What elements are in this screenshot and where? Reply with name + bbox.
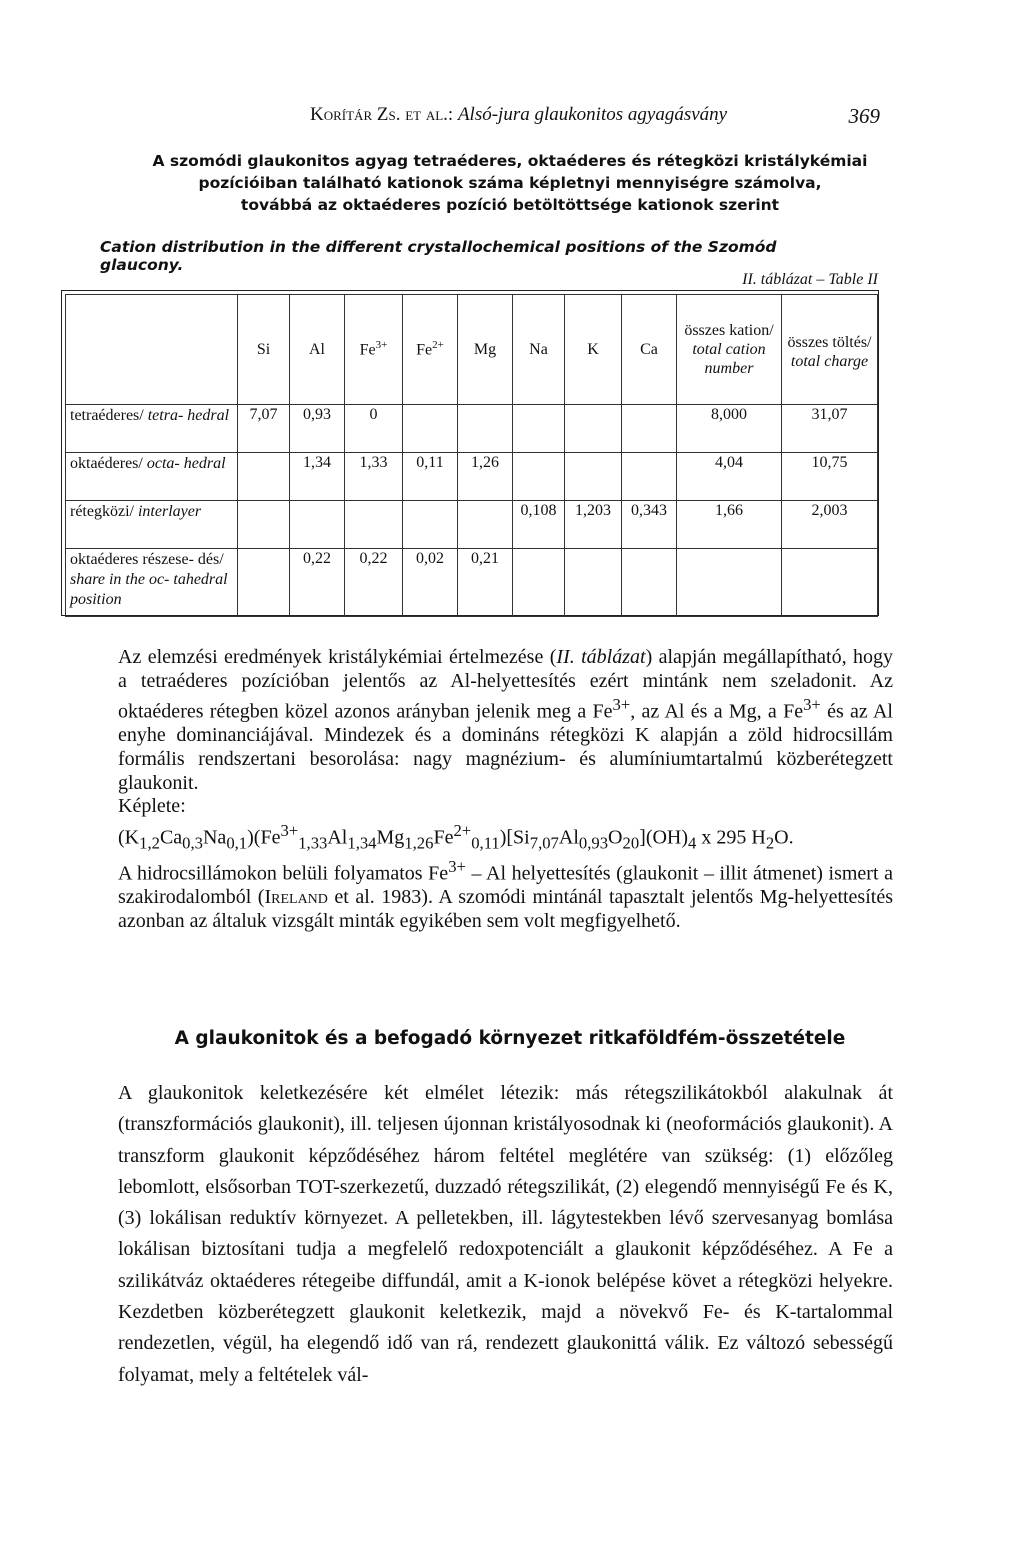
text: A hidrocsillámokon belüli folyamatos Fe — [118, 862, 449, 885]
cell — [238, 501, 290, 549]
row-label-en: interlayer — [137, 503, 202, 520]
f: x 295 H — [701, 826, 766, 849]
table-caption-hu — [80, 150, 940, 216]
table-row — [66, 405, 878, 453]
cell: 0,343 — [622, 501, 677, 549]
cell — [782, 549, 878, 617]
sub: 0,3 — [182, 833, 203, 853]
superscript: 3+ — [612, 695, 631, 715]
f: )[Si — [499, 826, 530, 849]
cell — [622, 549, 677, 617]
sub: 0,1 — [226, 833, 248, 853]
header-na: Na — [513, 295, 565, 405]
cell: 1,34 — [290, 453, 345, 501]
row-label-hu: tetraéderes/ — [70, 407, 144, 424]
cell: 1,26 — [458, 453, 513, 501]
cell — [238, 549, 290, 617]
cell — [403, 405, 458, 453]
header-al: Al — [290, 295, 345, 405]
header-title: Alsó-jura glaukonitos agyagásvány — [457, 104, 728, 125]
cell — [290, 501, 345, 549]
cell — [677, 549, 782, 617]
formula-label: Képlete: — [118, 795, 186, 818]
results-paragraph — [118, 646, 893, 934]
text: et al. 1983). A szomódi mintánál tapasztalt jelentős Mg-helyettesítés azonban az általuk vizsgált minták egyikében sem volt megfigyelhető. — [118, 886, 893, 932]
cell: 0,22 — [345, 549, 403, 617]
cell: 7,07 — [238, 405, 290, 453]
header-total-cation — [677, 295, 782, 405]
row-label — [66, 549, 238, 617]
row-label — [66, 453, 238, 501]
f: (K — [118, 826, 140, 849]
sub: 1,34 — [347, 833, 377, 853]
citation-author: Ireland — [264, 886, 328, 909]
row-label-hu: oktaéderes részese- dés/ — [70, 551, 224, 568]
cell: 0,22 — [290, 549, 345, 617]
header-total-charge-en: total charge — [790, 353, 869, 370]
table-caption-en: Cation distribution in the different crystallochemical positions of the Szomód glaucony. — [100, 238, 777, 274]
f: Na — [202, 826, 227, 849]
header-authors: Korítár Zs. et al.: — [310, 104, 454, 125]
header-fe3 — [345, 295, 403, 405]
f: Mg — [376, 826, 405, 849]
f: Al — [558, 826, 579, 849]
sub: 7,07 — [529, 833, 559, 853]
header-total-cation-en: total cation number — [692, 341, 766, 377]
f: Al — [327, 826, 348, 849]
section-title: A glaukonitok és a befogadó környezet ritkaföldfém-összetétele — [174, 1028, 846, 1049]
paragraph — [118, 855, 893, 933]
row-label-en: share in the oc- tahedral position — [70, 571, 228, 608]
sub: 1,2 — [139, 833, 160, 853]
text: – Al helyettesítés (glaukonit – illit átmenet) ismert a szakirodalomból ( — [118, 862, 894, 909]
header-fe2 — [403, 295, 458, 405]
sub: 0,11 — [471, 833, 500, 853]
cell — [622, 453, 677, 501]
row-label-hu: rétegközi/ — [70, 503, 134, 520]
cell — [458, 405, 513, 453]
cell — [458, 501, 513, 549]
cell — [565, 549, 622, 617]
sub: 4 — [688, 833, 697, 853]
row-label-en: tetra- hedral — [147, 407, 230, 424]
caption-line: A szomódi glaukonitos agyag tetraéderes, oktaéderes és rétegközi kristálykémiai — [152, 152, 868, 170]
row-label — [66, 501, 238, 549]
caption-line: pozícióiban található kationok száma képletnyi mennyiségre számolva, — [198, 174, 822, 192]
cell — [513, 453, 565, 501]
header-fe3-text: Fe — [359, 341, 376, 359]
text: és az Al enyhe dominanciájával. Mindezek és a domináns rétegközi K alapján a zöld hidrocsillám formális rendszertani besorolása: nagy magnézium- és alumíniumtartalmú közberétegzett glaukonit. — [118, 700, 893, 794]
header-total-charge — [782, 295, 878, 405]
cell: 1,33 — [345, 453, 403, 501]
cell — [238, 453, 290, 501]
header-fe2-sup: 2+ — [432, 339, 444, 352]
paragraph: A glaukonitok keletkezésére két elmélet létezik: más rétegszilikátokból alakulnak át (transzformációs glaukonit), ill. teljesen újonnan kristályosodnak ki (neoformációs glaukonit). A transzform glaukonit képződéséhez három feltétel meglétére van szükség: (1) előzőleg lebomlott, elsősorban TOT-szerkezetű, duzzadó rétegszilikát, (2) elegendő mennyiségű Fe és K, (3) lokálisan reduktív környezet. A pelletekben, ill. lágytestekben lévő szervesanyag bomlása lokálisan biztosítani tudja a megfelelő redoxpotenciált a glaukonit képződéséhez. A Fe a szilikátváz oktaéderes rétegeibe diffundál, amit a K-ionok belépése követ a rétegközi helyekre. Kezdetben közberétegzett glaukonit keletkezik, majd a növekvő Fe- és K-tartalommal rendezetlen, végül, ha elegendő idő van rá, rendezett glaukonittá válik. Ez változó sebességű folyamat, mely a feltételek vál- — [118, 1082, 893, 1386]
row-label-hu: oktaéderes/ — [70, 455, 143, 472]
cell — [565, 453, 622, 501]
f: Ca — [159, 826, 183, 849]
cation-table-frame — [61, 290, 879, 616]
header-total-cation-hu: összes kation/ — [684, 322, 774, 339]
cell: 1,66 — [677, 501, 782, 549]
header-empty — [66, 295, 238, 405]
cell — [513, 549, 565, 617]
f: Fe — [433, 826, 454, 849]
sub: 2 — [765, 833, 775, 853]
f: O — [608, 826, 623, 849]
superscript: 3+ — [448, 857, 466, 877]
sub: 0,93 — [578, 833, 609, 853]
row-label — [66, 405, 238, 453]
cell — [565, 405, 622, 453]
cell — [403, 501, 458, 549]
chemical-formula — [118, 819, 893, 855]
table-reference: II. táblázat — [556, 646, 646, 668]
sub: 20 — [622, 833, 640, 853]
text: Az elemzési eredmények kristálykémiai értelmezése ( — [118, 646, 557, 668]
f: O. — [774, 826, 794, 849]
table-row — [66, 501, 878, 549]
header-k: K — [565, 295, 622, 405]
cell — [345, 501, 403, 549]
superscript: 3+ — [803, 695, 821, 715]
cell: 1,203 — [565, 501, 622, 549]
cell — [513, 405, 565, 453]
cell: 0 — [345, 405, 403, 453]
cell: 0,02 — [403, 549, 458, 617]
text: ) alapján megállapítható, hogy a tetraéderes pozícióban jelentős az Al-helyettesítés ezért mintánk nem szeladonit. Az oktaéderes rétegben közel azonos arányban jelenik meg a Fe — [118, 646, 893, 723]
header-mg: Mg — [458, 295, 513, 405]
paragraph — [118, 646, 893, 795]
caption-line: továbbá az oktaéderes pozíció betöltöttsége kationok szerint — [240, 196, 780, 214]
header-fe3-sup: 3+ — [375, 339, 388, 352]
table-label: II. táblázat – Table II — [742, 271, 878, 288]
f: )(Fe — [247, 826, 281, 849]
cell: 10,75 — [782, 453, 878, 501]
sub: 1,26 — [404, 833, 434, 853]
header-fe2-text: Fe — [416, 341, 433, 359]
f: ](OH) — [639, 826, 689, 849]
header-si: Si — [238, 295, 290, 405]
table-row — [66, 453, 878, 501]
cell: 0,93 — [290, 405, 345, 453]
table-row — [66, 549, 878, 617]
sup: 2+ — [453, 820, 472, 840]
cell: 4,04 — [677, 453, 782, 501]
cell: 2,003 — [782, 501, 878, 549]
header-ca: Ca — [622, 295, 677, 405]
text: , az Al és a Mg, a Fe — [630, 700, 804, 723]
header-total-charge-hu: összes töltés/ — [787, 334, 872, 351]
running-header — [310, 104, 880, 126]
cell — [622, 405, 677, 453]
section-paragraph — [118, 1078, 893, 1391]
sup: 3+ — [280, 820, 299, 840]
cell: 31,07 — [782, 405, 878, 453]
cell: 0,11 — [403, 453, 458, 501]
table-header-row — [66, 295, 878, 405]
cell: 0,108 — [513, 501, 565, 549]
sub: 1,33 — [298, 833, 328, 853]
row-label-en: octa- hedral — [146, 455, 226, 472]
cation-table — [65, 294, 878, 617]
page-number: 369 — [848, 104, 880, 128]
cell: 8,000 — [677, 405, 782, 453]
cell: 0,21 — [458, 549, 513, 617]
